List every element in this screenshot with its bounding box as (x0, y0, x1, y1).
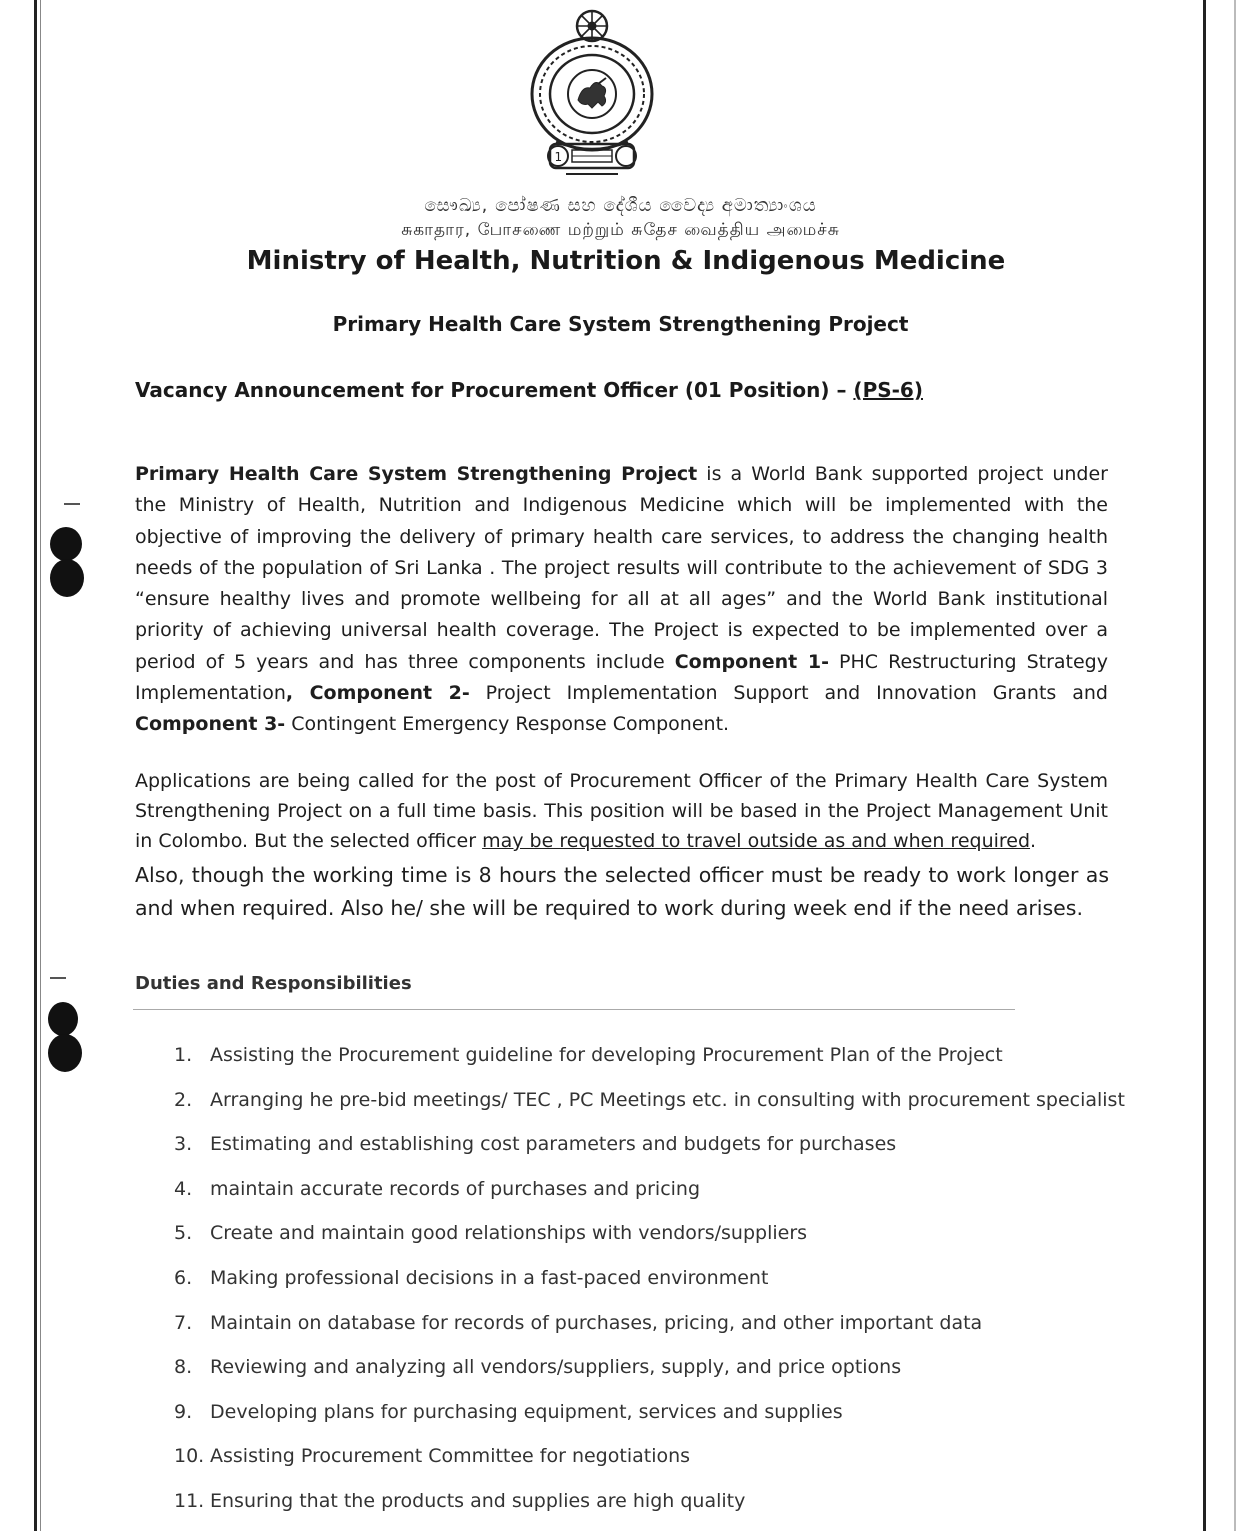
applications-text: Applications are being called for the post of Procurement Officer of the Primary Health Care System Strengthening Project on a full time basis. This position will be based in the Project Management Unit in Colombo. But the selected officer (135, 770, 1108, 852)
sri-lanka-emblem-icon (526, 4, 658, 182)
punch-hole-icon (48, 1034, 82, 1072)
item-number: 3. (174, 1133, 193, 1156)
list-item (174, 1490, 1125, 1535)
item-text: Reviewing and analyzing all vendors/suppliers, supply, and price options (210, 1356, 902, 1379)
applications-paragraph (135, 766, 1108, 856)
vacancy-title (135, 378, 923, 402)
item-number: 11. (174, 1489, 205, 1512)
item-text: maintain accurate records of purchases and pricing (210, 1177, 701, 1200)
item-number: 1. (174, 1044, 193, 1066)
vacancy-code: (PS-6) (853, 378, 923, 402)
margin-mark (64, 503, 80, 505)
margin-mark (50, 977, 66, 979)
project-name-bold: Primary Health Care System Strengthening Project (135, 463, 698, 485)
item-number: 9. (174, 1400, 193, 1423)
ministry-name-sinhala: සෞඛ්‍ය, පෝෂණ සහ දේශීය වෛද්‍ය අමාත්‍යාංශය (424, 195, 817, 216)
item-text: Maintain on database for records of purchases, pricing, and other important data (210, 1311, 983, 1334)
duties-list (174, 1044, 1125, 1535)
punch-hole-icon (50, 559, 84, 597)
project-title: Primary Health Care System Strengthening Project (332, 312, 909, 336)
ministry-name-english: Ministry of Health, Nutrition & Indigenous Medicine (246, 246, 1006, 276)
component-3-label: Component 3- (135, 713, 286, 736)
list-item (174, 1089, 1125, 1134)
item-text: Create and maintain good relationships with vendors/suppliers (210, 1222, 808, 1245)
component-1-label: Component 1- (674, 650, 829, 673)
duties-heading: Duties and Responsibilities (135, 973, 412, 994)
list-item (174, 1312, 1125, 1357)
list-item (174, 1356, 1125, 1401)
applications-period: . (1030, 830, 1037, 852)
list-item (174, 1401, 1125, 1446)
vacancy-title-text: Vacancy Announcement for Procurement Officer (01 Position) – (135, 378, 847, 402)
item-text: Arranging he pre-bid meetings/ TEC , PC Meetings etc. in consulting with procurement specialist (210, 1088, 1125, 1111)
component-2-label: , Component 2- (285, 682, 470, 705)
list-item (174, 1222, 1125, 1267)
item-number: 2. (174, 1088, 193, 1111)
duties-divider (133, 1009, 1015, 1010)
item-text: Developing plans for purchasing equipment, services and supplies (210, 1400, 843, 1423)
list-item (174, 1178, 1125, 1223)
list-item (174, 1044, 1125, 1089)
punch-hole-icon (48, 1002, 78, 1036)
item-text: Assisting Procurement Committee for negotiations (210, 1445, 691, 1468)
component-1-text: PHC Restructuring Strategy Implementation (135, 650, 1108, 705)
item-number: 5. (174, 1222, 193, 1245)
item-number: 7. (174, 1311, 193, 1334)
list-item (174, 1133, 1125, 1178)
item-text: Ensuring that the products and supplies are high quality (210, 1489, 746, 1512)
item-text: Assisting the Procurement guideline for developing Procurement Plan of the Project (210, 1044, 1003, 1066)
item-text: Estimating and establishing cost parameters and budgets for purchases (210, 1133, 897, 1156)
item-number: 4. (174, 1177, 193, 1200)
project-description (135, 459, 1108, 741)
list-item (174, 1267, 1125, 1312)
item-number: 10. (174, 1445, 205, 1468)
item-text: Making professional decisions in a fast-paced environment (210, 1266, 769, 1289)
working-time-paragraph: Also, though the working time is 8 hours the selected officer must be ready to work longer as and when required. Also he/ she will be required to work during week end if the need arises. (135, 863, 1109, 920)
component-3-text: Contingent Emergency Response Component. (285, 713, 730, 736)
component-2-text: Project Implementation Support and Innovation Grants and (469, 682, 1108, 705)
list-item (174, 1445, 1125, 1490)
punch-hole-icon (50, 527, 82, 561)
description-text: is a World Bank supported project under the Ministry of Health, Nutrition and Indigenous Medicine which will be implemented with the objective of improving the delivery of primary health care services, to address the changing health needs of the population of Sri Lanka . The project results will contribute to the achievement of SDG 3 “ensure healthy lives and promote wellbeing for all at all ages” and the World Bank institutional priority of achieving universal health coverage. The Project is expected to be implemented over a period of 5 years and has three components include (135, 463, 1108, 673)
svg-text:1: 1 (554, 150, 563, 164)
travel-requirement: may be requested to travel outside as and when required (482, 830, 1031, 852)
item-number: 8. (174, 1356, 193, 1379)
ministry-name-tamil: சுகாதார, போசணை மற்றும் சுதேச வைத்திய அமைச்சு (401, 220, 840, 240)
item-number: 6. (174, 1266, 193, 1289)
